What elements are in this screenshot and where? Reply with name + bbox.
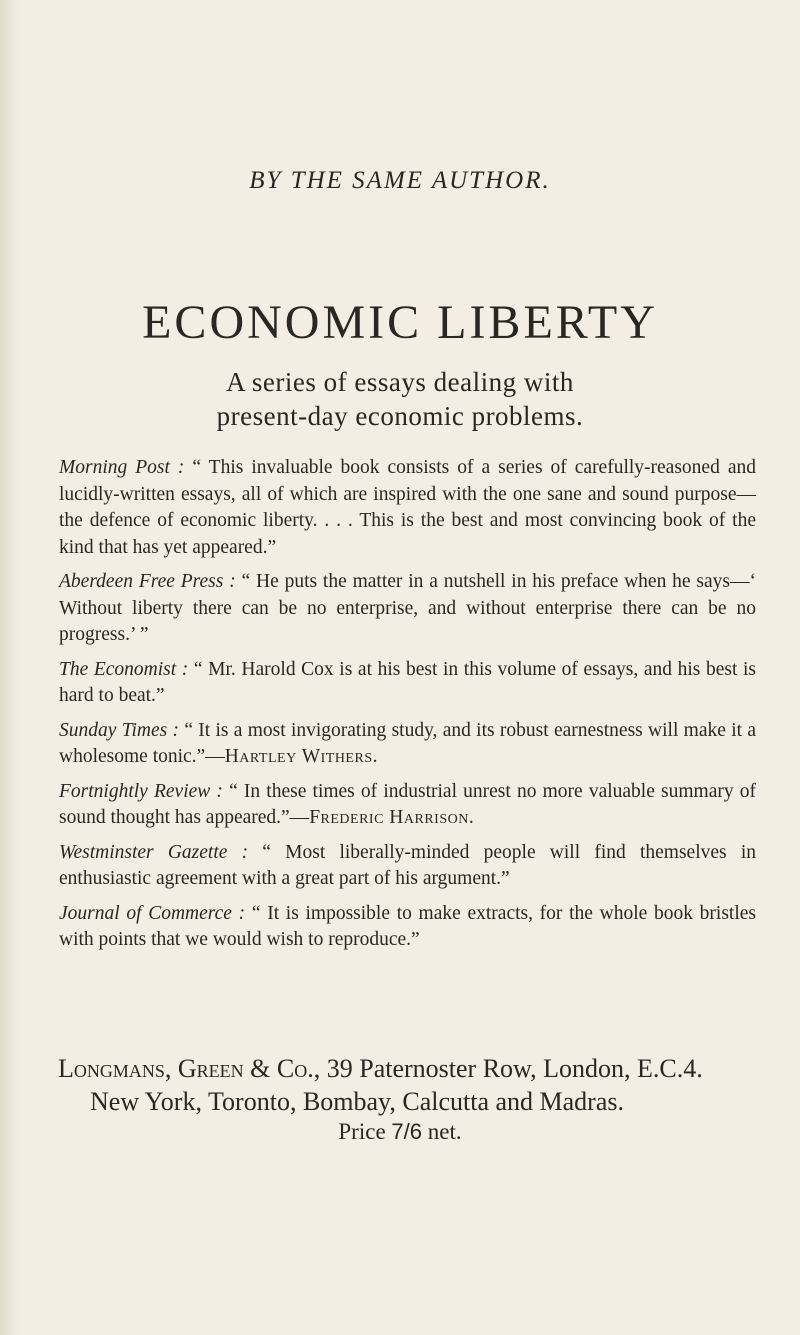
review-source: Journal of Commerce : <box>59 902 246 924</box>
review-source: The Economist : <box>59 658 189 680</box>
review-source: Fortnightly Review : <box>59 780 223 802</box>
review-westminster-gazette <box>59 840 756 893</box>
review-aberdeen-free-press <box>59 569 756 649</box>
review-attribution: Hartley Withers. <box>224 746 378 767</box>
review-quote: “ He puts the matter in a nutshell in his preface when he says—‘ Without liberty there can be no enterprise, and without enterprise there can be no progress.’ ” <box>59 571 756 645</box>
review-sunday-times <box>59 718 756 771</box>
press-reviews <box>59 455 756 962</box>
review-source: Westminster Gazette : <box>59 841 249 863</box>
review-quote: “ Most liberally-minded people will find themselves in enthusiastic agreement with a great part of his argument.” <box>59 841 756 889</box>
review-quote: “ In these times of industrial unrest no more valuable summary of sound thought has appeared.”— <box>59 780 757 828</box>
by-same-author-heading: BY THE SAME AUTHOR. <box>249 167 551 194</box>
publisher-cities: New York, Toronto, Bombay, Calcutta and Madras. <box>90 1087 625 1116</box>
review-source: Morning Post : <box>59 457 185 478</box>
subtitle-line-1: A series of essays dealing with <box>226 367 574 397</box>
review-journal-of-commerce <box>59 901 756 954</box>
book-title: ECONOMIC LIBERTY <box>142 296 658 349</box>
review-quote: “ It is a most invigorating study, and its robust earnestness will make it a wholesome tonic.”— <box>59 719 756 767</box>
publisher-address: 39 Paternoster Row, London, E.C.4. <box>320 1054 703 1083</box>
review-quote: “ It is impossible to make extracts, for the whole book bristles with points that we would wish to reproduce.” <box>59 902 756 950</box>
review-source: Sunday Times : <box>59 719 180 741</box>
review-quote: “ Mr. Harold Cox is at his best in this volume of essays, and his best is hard to beat.” <box>59 658 756 706</box>
publisher-name: Longmans, Green & Co., <box>58 1054 321 1083</box>
subtitle-line-2: present-day economic problems. <box>216 401 584 431</box>
review-the-economist <box>59 657 756 710</box>
book-price <box>0 1119 800 1145</box>
price-label: Price <box>338 1119 392 1144</box>
review-fortnightly-review <box>59 779 756 832</box>
price-value: 7/6 <box>391 1119 422 1144</box>
review-source: Aberdeen Free Press : <box>59 571 236 592</box>
review-attribution: Frederic Harrison. <box>309 807 475 828</box>
review-morning-post <box>59 455 756 561</box>
review-quote: “ This invaluable book consists of a series of carefully-reasoned and lucidly-written essays, all of which are inspired with the one sane and sound purpose—the defence of economic liberty. . . . This is the best and most convincing book of the kind that has yet appeared.” <box>59 457 756 558</box>
publisher-imprint <box>58 1052 758 1118</box>
book-subtitle <box>0 365 800 433</box>
price-suffix: net. <box>422 1119 462 1144</box>
